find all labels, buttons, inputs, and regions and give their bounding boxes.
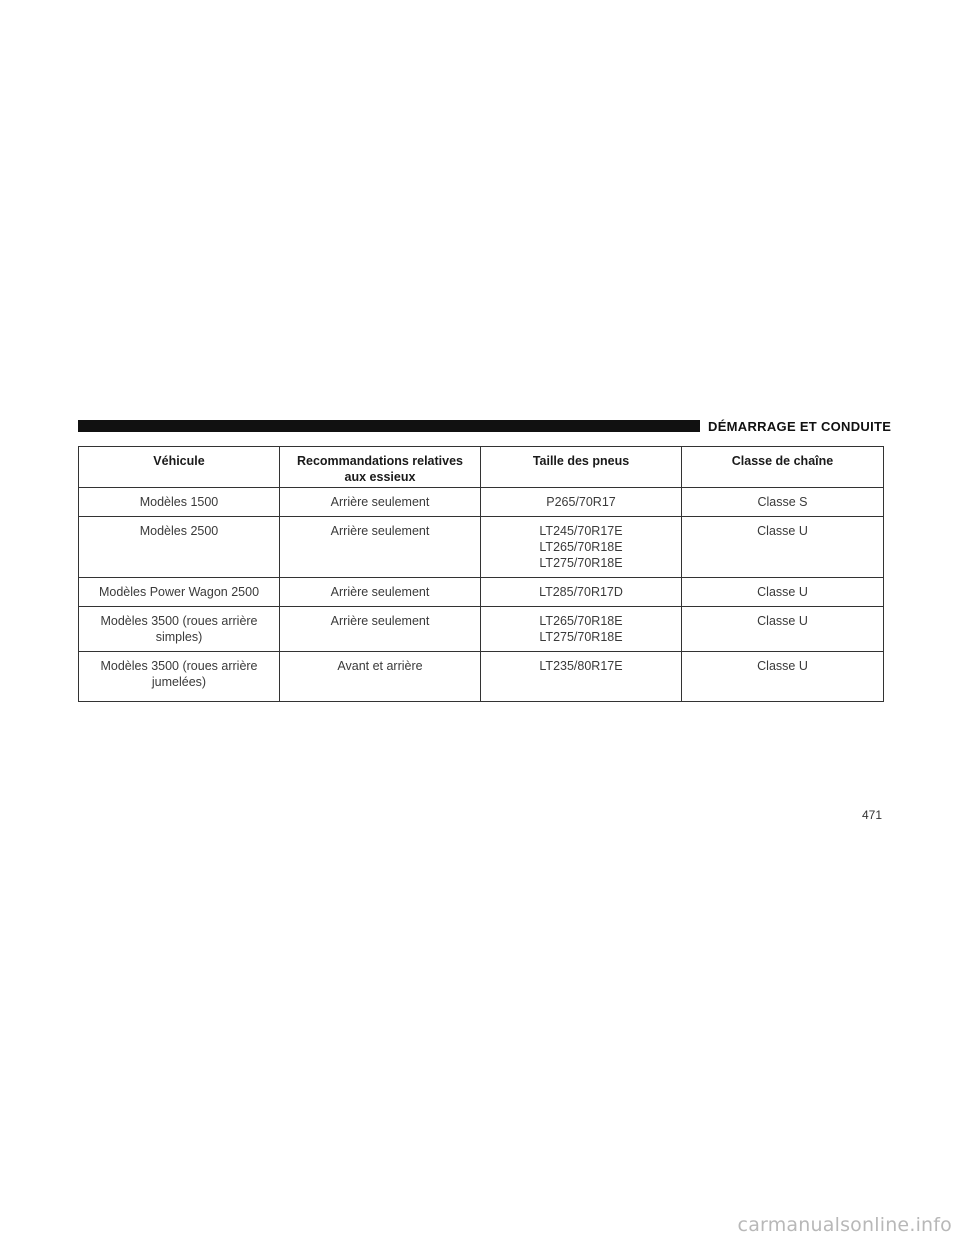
table-row: [79, 517, 884, 578]
cell-tire-size: LT285/70R17D: [481, 578, 682, 607]
column-header-tire-size: Taille des pneus: [481, 447, 682, 488]
column-header-axle-recommendation: Recommandations relatives aux essieux: [280, 447, 481, 488]
cell-chain-class: Classe U: [682, 517, 884, 578]
cell-axle: Arrière seulement: [280, 578, 481, 607]
cell-chain-class: Classe U: [682, 607, 884, 652]
table-header-row: [79, 447, 884, 488]
table-row: [79, 652, 884, 702]
page-number: 471: [861, 808, 882, 822]
cell-chain-class: Classe S: [682, 488, 884, 517]
table-row: [79, 607, 884, 652]
table-row: [79, 578, 884, 607]
cell-tire-size: LT235/80R17E: [481, 652, 682, 702]
cell-vehicle: Modèles 3500 (roues arrière jumelées): [79, 652, 280, 702]
cell-axle: Arrière seulement: [280, 607, 481, 652]
tire-chain-table: [78, 446, 884, 702]
cell-vehicle: Modèles Power Wagon 2500: [79, 578, 280, 607]
cell-tire-size: LT265/70R18E LT275/70R18E: [481, 607, 682, 652]
column-header-chain-class: Classe de chaîne: [682, 447, 884, 488]
cell-chain-class: Classe U: [682, 652, 884, 702]
cell-vehicle: Modèles 1500: [79, 488, 280, 517]
cell-vehicle: Modèles 2500: [79, 517, 280, 578]
cell-vehicle: Modèles 3500 (roues arrière simples): [79, 607, 280, 652]
cell-tire-size: LT245/70R17E LT265/70R18E LT275/70R18E: [481, 517, 682, 578]
cell-axle: Arrière seulement: [280, 488, 481, 517]
cell-axle: Arrière seulement: [280, 517, 481, 578]
watermark: carmanualsonline.info: [737, 1214, 952, 1236]
cell-chain-class: Classe U: [682, 578, 884, 607]
cell-axle: Avant et arrière: [280, 652, 481, 702]
section-header-bar: [78, 420, 700, 432]
cell-tire-size: P265/70R17: [481, 488, 682, 517]
section-title: DÉMARRAGE ET CONDUITE: [708, 419, 892, 434]
column-header-vehicle: Véhicule: [79, 447, 280, 488]
table-row: [79, 488, 884, 517]
